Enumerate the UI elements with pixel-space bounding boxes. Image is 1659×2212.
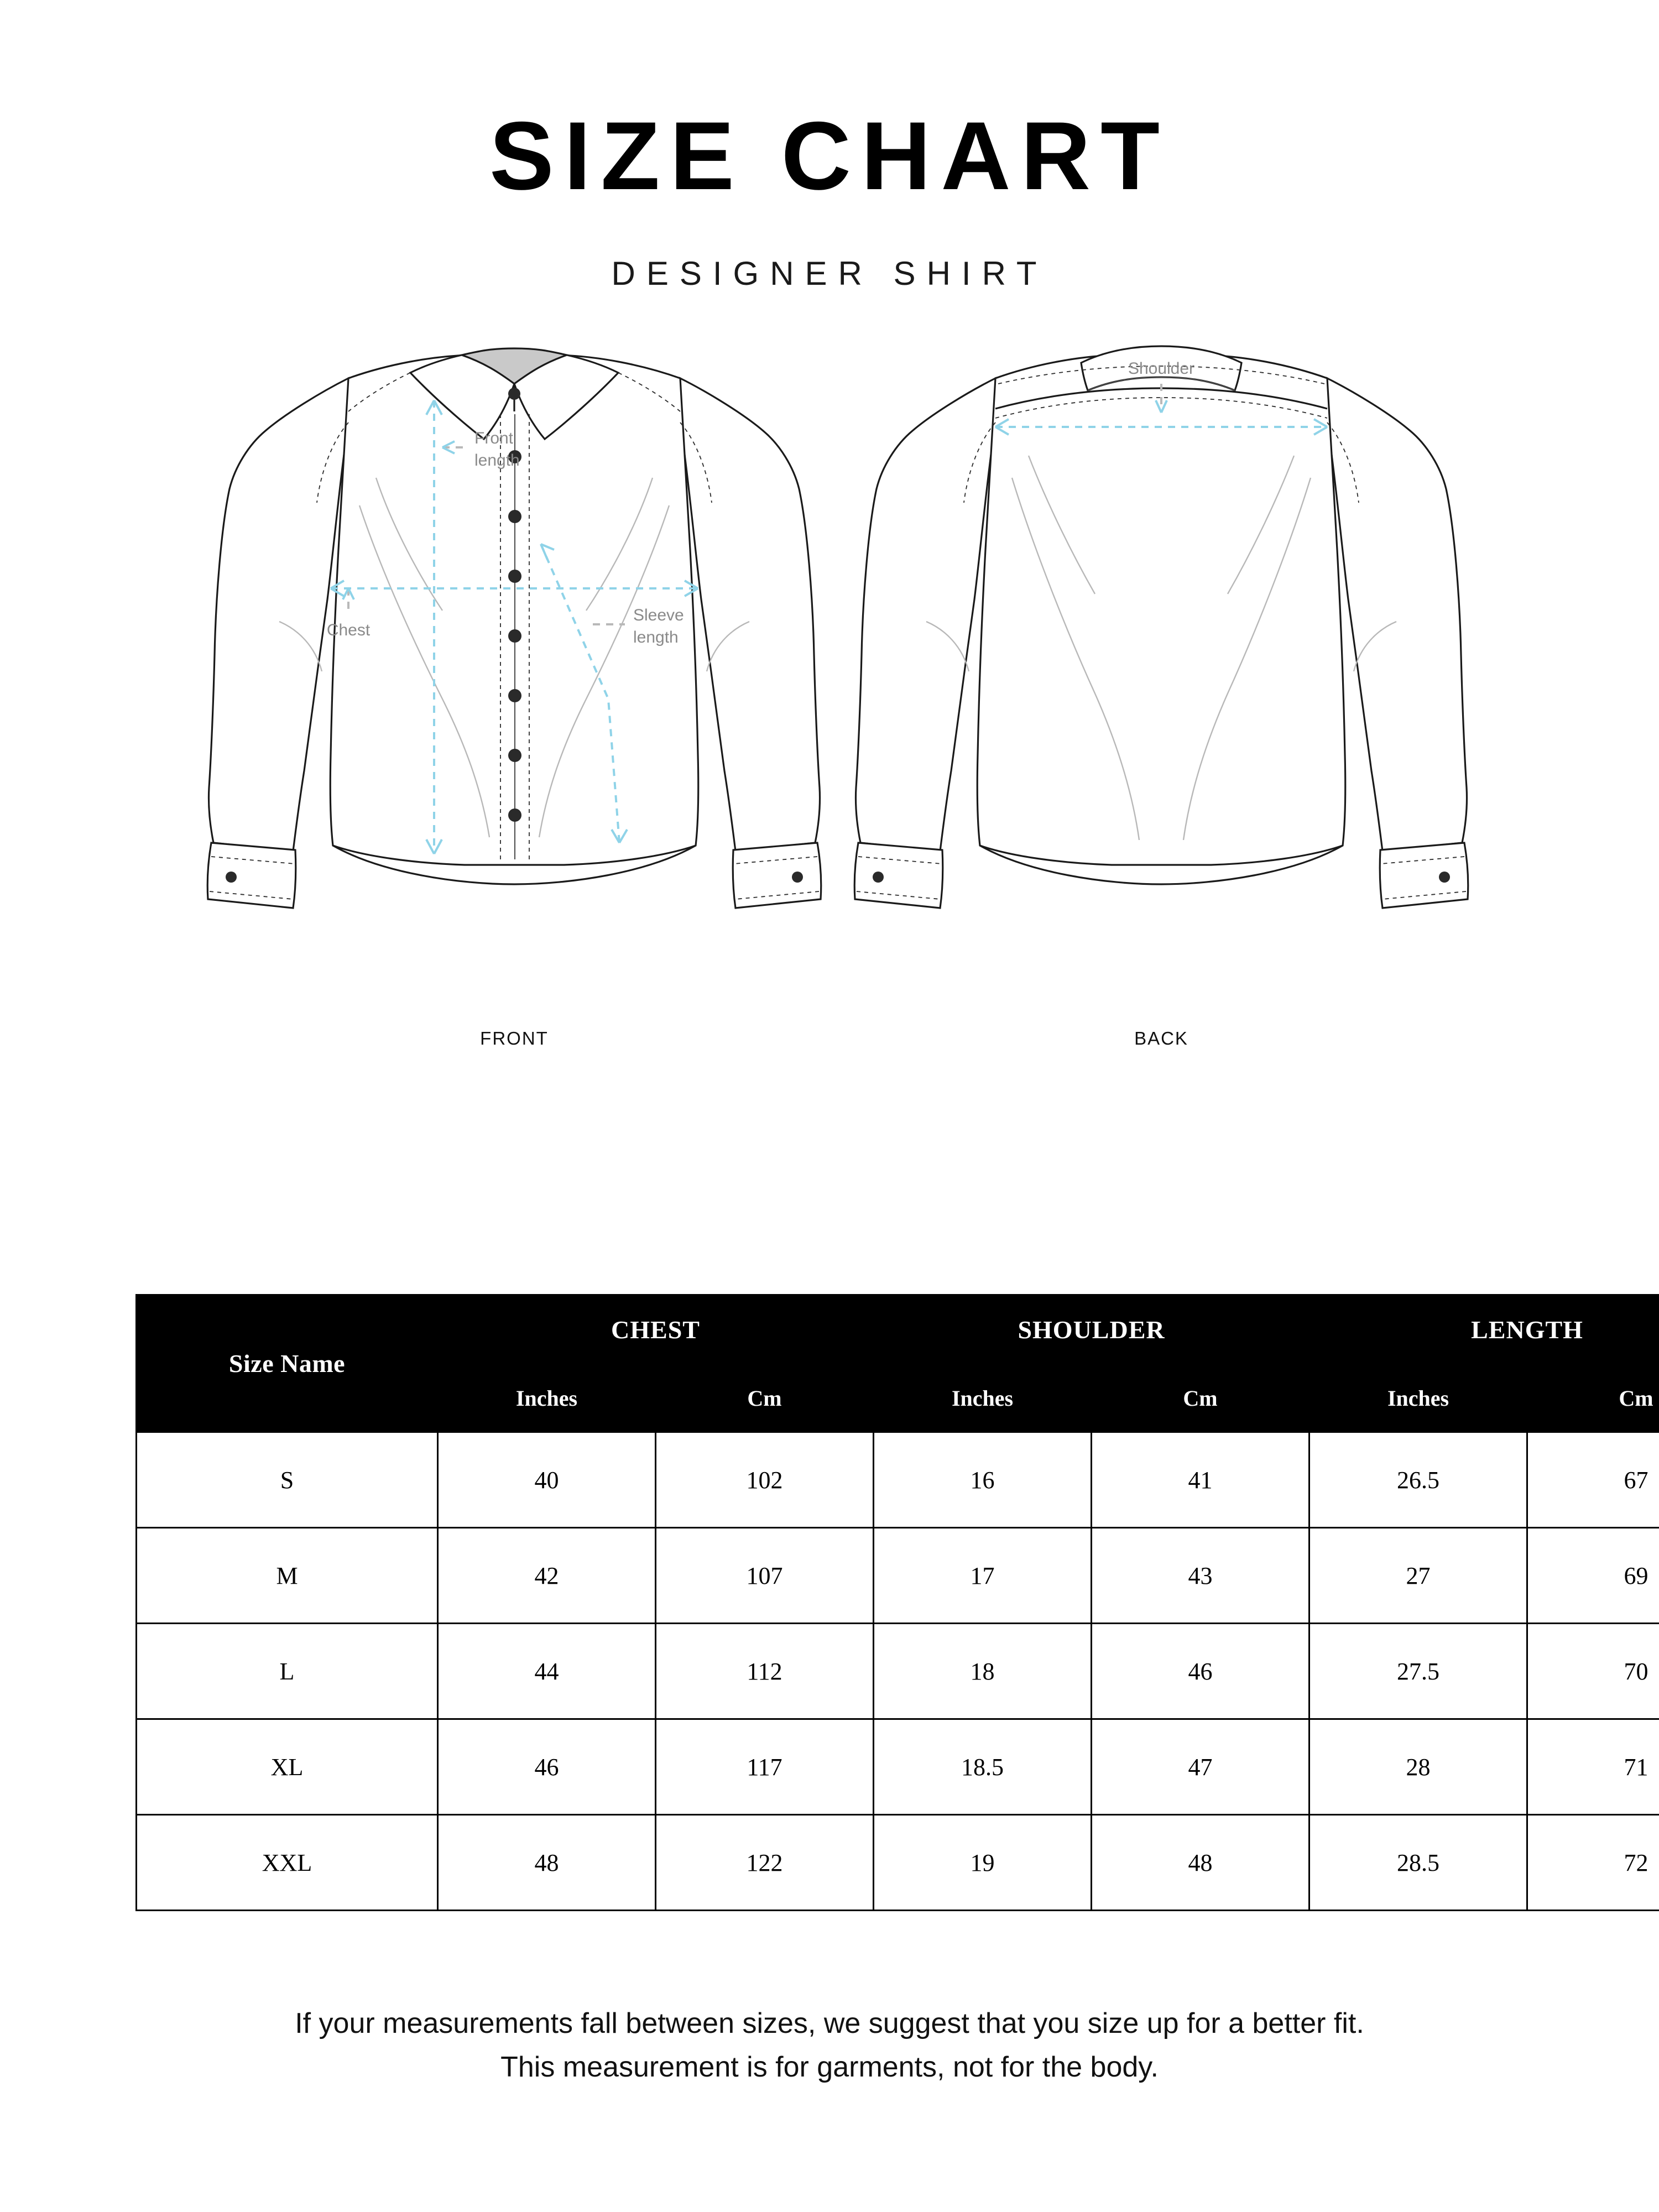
header-size-name: Size Name <box>137 1295 438 1432</box>
footer-note-line1: If your measurements fall between sizes, we suggest that you size up for a better fit. <box>295 2007 1364 2039</box>
back-caption: BACK <box>1134 1028 1188 1048</box>
header-group-chest: CHEST <box>438 1295 874 1364</box>
header-group-length: LENGTH <box>1310 1295 1659 1364</box>
cell-chest-inches: 42 <box>438 1528 656 1624</box>
cell-size: XL <box>137 1719 438 1815</box>
cell-size: XXL <box>137 1815 438 1911</box>
cell-chest-cm: 122 <box>656 1815 874 1911</box>
illustration-area <box>0 312 1659 1130</box>
cell-size: L <box>137 1624 438 1719</box>
cell-length-cm: 69 <box>1527 1528 1659 1624</box>
cell-shoulder-inches: 18.5 <box>874 1719 1092 1815</box>
sleeve-length-label-line2: length <box>633 628 679 646</box>
header-group-shoulder: SHOULDER <box>874 1295 1310 1364</box>
front-length-label-line2: length <box>474 451 520 469</box>
cell-size: M <box>137 1528 438 1624</box>
shirt-front-illustration <box>182 312 846 1086</box>
cell-shoulder-inches: 17 <box>874 1528 1092 1624</box>
header-length-inches: Inches <box>1310 1364 1527 1432</box>
header-chest-inches: Inches <box>438 1364 656 1432</box>
header-shoulder-cm: Cm <box>1092 1364 1310 1432</box>
header-chest-cm: Cm <box>656 1364 874 1432</box>
front-length-label-line1: Front <box>474 429 514 447</box>
cell-length-inches: 26.5 <box>1310 1432 1527 1528</box>
table-row <box>137 1719 1659 1815</box>
table-row <box>137 1815 1659 1911</box>
cell-length-inches: 27 <box>1310 1528 1527 1624</box>
shoulder-label: Shoulder <box>1128 359 1195 378</box>
cell-chest-inches: 40 <box>438 1432 656 1528</box>
page-title: SIZE CHART <box>489 102 1170 210</box>
cell-shoulder-inches: 19 <box>874 1815 1092 1911</box>
cell-shoulder-inches: 18 <box>874 1624 1092 1719</box>
header-shoulder-inches: Inches <box>874 1364 1092 1432</box>
cell-length-inches: 28.5 <box>1310 1815 1527 1911</box>
cell-shoulder-cm: 43 <box>1092 1528 1310 1624</box>
front-caption: FRONT <box>480 1028 549 1048</box>
cell-shoulder-cm: 47 <box>1092 1719 1310 1815</box>
cell-chest-cm: 102 <box>656 1432 874 1528</box>
header <box>0 0 1659 293</box>
cell-length-cm: 67 <box>1527 1432 1659 1528</box>
cell-shoulder-cm: 48 <box>1092 1815 1310 1911</box>
cell-chest-inches: 48 <box>438 1815 656 1911</box>
cell-length-cm: 72 <box>1527 1815 1659 1911</box>
cell-size: S <box>137 1432 438 1528</box>
size-table-head <box>137 1295 1659 1432</box>
table-header-group-row <box>137 1295 1659 1364</box>
cell-chest-cm: 107 <box>656 1528 874 1624</box>
chest-label: Chest <box>326 621 371 639</box>
cell-chest-cm: 112 <box>656 1624 874 1719</box>
size-table <box>135 1294 1659 1911</box>
page-subtitle: DESIGNER SHIRT <box>611 255 1048 292</box>
size-table-container <box>135 1294 1653 1911</box>
cell-length-cm: 70 <box>1527 1624 1659 1719</box>
table-row <box>137 1624 1659 1719</box>
sleeve-length-label-line1: Sleeve <box>633 606 684 624</box>
footer-note <box>0 2002 1659 2090</box>
cell-shoulder-cm: 41 <box>1092 1432 1310 1528</box>
header-length-cm: Cm <box>1527 1364 1659 1432</box>
size-table-body <box>137 1432 1659 1911</box>
cell-shoulder-cm: 46 <box>1092 1624 1310 1719</box>
cell-length-inches: 27.5 <box>1310 1624 1527 1719</box>
table-row <box>137 1432 1659 1528</box>
cell-chest-cm: 117 <box>656 1719 874 1815</box>
cell-shoulder-inches: 16 <box>874 1432 1092 1528</box>
shirt-back-illustration <box>830 312 1493 1086</box>
footer-note-line2: This measurement is for garments, not for the body. <box>500 2051 1159 2084</box>
cell-chest-inches: 46 <box>438 1719 656 1815</box>
table-row <box>137 1528 1659 1624</box>
cell-length-inches: 28 <box>1310 1719 1527 1815</box>
cell-chest-inches: 44 <box>438 1624 656 1719</box>
cell-length-cm: 71 <box>1527 1719 1659 1815</box>
shirt-back-outline <box>855 355 1467 884</box>
